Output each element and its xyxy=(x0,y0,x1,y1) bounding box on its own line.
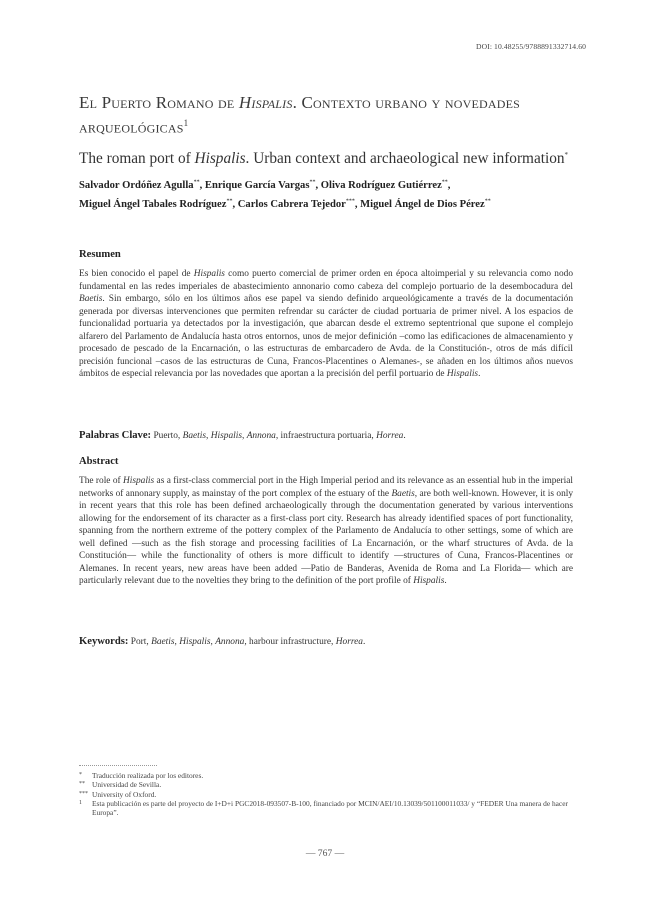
kw-italic: Horrea xyxy=(335,637,363,647)
author-separator: , xyxy=(232,199,238,211)
title-en-italic: Hispalis xyxy=(194,150,246,168)
footnote-text: University of Oxford. xyxy=(92,789,157,799)
author-separator: , xyxy=(447,179,451,191)
kw-italic: Baetis xyxy=(151,637,175,647)
author-name: Miguel Ángel de Dios Pérez xyxy=(360,199,485,211)
kw-italic: Baetis xyxy=(182,431,207,441)
author-affiliation-mark: ** xyxy=(309,179,316,185)
abstract-italic: Baetis xyxy=(391,488,415,499)
kw-text: Port, xyxy=(128,637,152,647)
abstract-text: , are both well-known. However, it is only in recent years that this role has been defined archaeologically through the documentation generated by various interventions allowing for the endorsement of its character as a first-class port city. Research has already identified spaces of port functionality, spanning from the northern extreme of the pottery complex of the Parlamento de Andalucía to other settings, some of which are well defined —such as the fish storage and processing facilities of La Encarnación, or the wharf structures of Avda. de la Constitución— while the functionality of others is more difficult to identify —structures of Cuna, Francos-Placentines or Alemanes. In recent years, new areas have been added —Patio de Banderas, Avenida de Roma and La Florida— which are particularly relevant due to the novelties they bring to the definition of the port profile of xyxy=(79,488,574,586)
kw-italic: Annona xyxy=(246,431,276,441)
resumen-paragraph xyxy=(79,268,573,381)
footnote-text: Universidad de Sevilla. xyxy=(92,780,162,790)
kw-text: , infraestructura portuaria, xyxy=(275,431,377,441)
kw-italic: Hispalis xyxy=(210,431,242,441)
author-affiliation-mark: ** xyxy=(441,179,448,185)
kw-text: , xyxy=(206,431,211,441)
footnote-divider xyxy=(79,765,157,766)
footnote-text: Traducción realizada por los editores. xyxy=(92,771,204,780)
palabras-clave xyxy=(79,429,579,443)
title-es-italic: Hispalis xyxy=(238,93,293,112)
abstract-heading: Abstract xyxy=(79,456,119,467)
kw-text: Puerto, xyxy=(151,431,183,441)
resumen-text: Es bien conocido el papel de xyxy=(79,269,194,279)
title-es-part: arqueológicas xyxy=(79,117,184,137)
author xyxy=(79,180,205,191)
author xyxy=(205,180,321,191)
kw-text: , xyxy=(174,637,180,647)
author-affiliation-mark: *** xyxy=(345,198,355,205)
title-en-part: The roman port of xyxy=(79,150,195,168)
page-number: — 767 — xyxy=(305,848,345,859)
resumen-heading: Resumen xyxy=(79,249,121,260)
footnote-mark: * xyxy=(79,772,82,778)
author-separator: , xyxy=(354,199,361,211)
footnote xyxy=(79,771,579,780)
kw-italic: Horrea xyxy=(376,431,404,441)
abstract-text: . xyxy=(444,576,447,586)
resumen-text: como puerto comercial de primer orden en época altoimperial y su relevancia como nodo fundamental en las redes imperiales de abastecimiento annonario como cabeza del complejo portuario de la desembocadura del xyxy=(79,269,573,292)
abstract-text: The role of xyxy=(79,476,124,486)
title-spanish xyxy=(79,92,579,138)
footnote xyxy=(79,780,579,789)
resumen-italic: Hispalis xyxy=(446,369,479,379)
abstract-paragraph xyxy=(79,475,573,588)
author-name: Carlos Cabrera Tejedor xyxy=(237,199,346,211)
kw-italic: Annona xyxy=(215,637,245,647)
author xyxy=(238,199,360,210)
author-affiliation-mark: ** xyxy=(193,179,200,185)
footnotes xyxy=(79,771,579,817)
author xyxy=(321,180,451,191)
footnote-mark: ** xyxy=(79,781,85,788)
resumen-text: . xyxy=(478,369,481,379)
resumen-italic: Baetis xyxy=(79,294,103,304)
title-english xyxy=(79,146,599,168)
kw-text: , xyxy=(210,637,216,647)
keywords xyxy=(79,635,579,649)
footnote-text: Esta publicación es parte del proyecto de I+D+i PGC2018-093507-B-100, financiado por MCIN/AEI/10.13039/501100011033/ y “FEDER Una manera de hacer Europa”. xyxy=(92,798,568,818)
abstract-italic: Hispalis xyxy=(123,476,155,486)
author-name: Enrique García Vargas xyxy=(204,179,310,191)
title-es-part: . Contexto urbano y novedades xyxy=(292,93,521,112)
footnote-mark: 1 xyxy=(79,799,82,806)
footnote-mark: *** xyxy=(79,790,88,797)
author xyxy=(79,199,238,210)
kw-text: , harbour infrastructure, xyxy=(244,637,336,647)
title-es-part: El Puerto Romano de xyxy=(79,93,239,112)
kw-italic: Hispalis xyxy=(179,637,211,647)
abstract-italic: Hispalis xyxy=(413,576,445,586)
title-es-note-mark: 1 xyxy=(183,118,189,128)
abstract-text: as a first-class commercial port in the High Imperial period and its relevance as an essential hub in the imperial networks of annonary supply, as mainstay of the port complex of the estuary of the xyxy=(79,476,573,499)
kw-text: , xyxy=(242,431,247,441)
kw-text: . xyxy=(403,431,406,441)
author-list xyxy=(79,174,599,213)
keywords-label: Keywords: xyxy=(79,636,129,647)
author-separator: , xyxy=(315,179,321,191)
footnote xyxy=(79,799,579,818)
author-name: Miguel Ángel Tabales Rodríguez xyxy=(79,199,227,211)
author-affiliation-mark: ** xyxy=(226,198,233,205)
doi-identifier: DOI: 10.48255/9788891332714.60 xyxy=(476,42,586,51)
footnote xyxy=(79,790,579,799)
title-en-note-mark: * xyxy=(564,151,569,159)
palabras-clave-label: Palabras Clave: xyxy=(79,430,152,441)
author-name: Oliva Rodríguez Gutiérrez xyxy=(320,179,442,191)
kw-text: . xyxy=(363,637,366,647)
author-separator: , xyxy=(199,179,205,191)
author-name: Salvador Ordóñez Agulla xyxy=(79,179,194,191)
resumen-italic: Hispalis xyxy=(193,269,225,279)
author xyxy=(360,199,491,210)
title-en-part: . Urban context and archaeological new information xyxy=(245,150,565,168)
author-affiliation-mark: ** xyxy=(484,198,491,205)
resumen-text: . Sin embargo, sólo en los últimos años ese papel va siendo definido arqueológicamente a través de la documentación generada por diversas intervenciones que permiten refrendar su carácter de ciudad portuaria de primer nivel. A los espacios de funcionalidad portuaria ya detectados por la investigación, que abarcan desde el extremo septentrional que supone el complejo alfarero del Parlamento de Andalucía hasta otros entornos, unos de mejor definición –como las edificaciones de almacenamiento y procesado de pescado de la Encarnación, o las estructuras de embarcadero de Avda. de la Constitución-, otros de más difícil precisión funcional –casos de las estructuras de Cuna, Francos-Placentines o Alemanes-, se añaden en los últimos años nuevos ámbitos de especial relevancia por las novedades que aportan a la precisión del perfil portuario de xyxy=(79,294,573,379)
